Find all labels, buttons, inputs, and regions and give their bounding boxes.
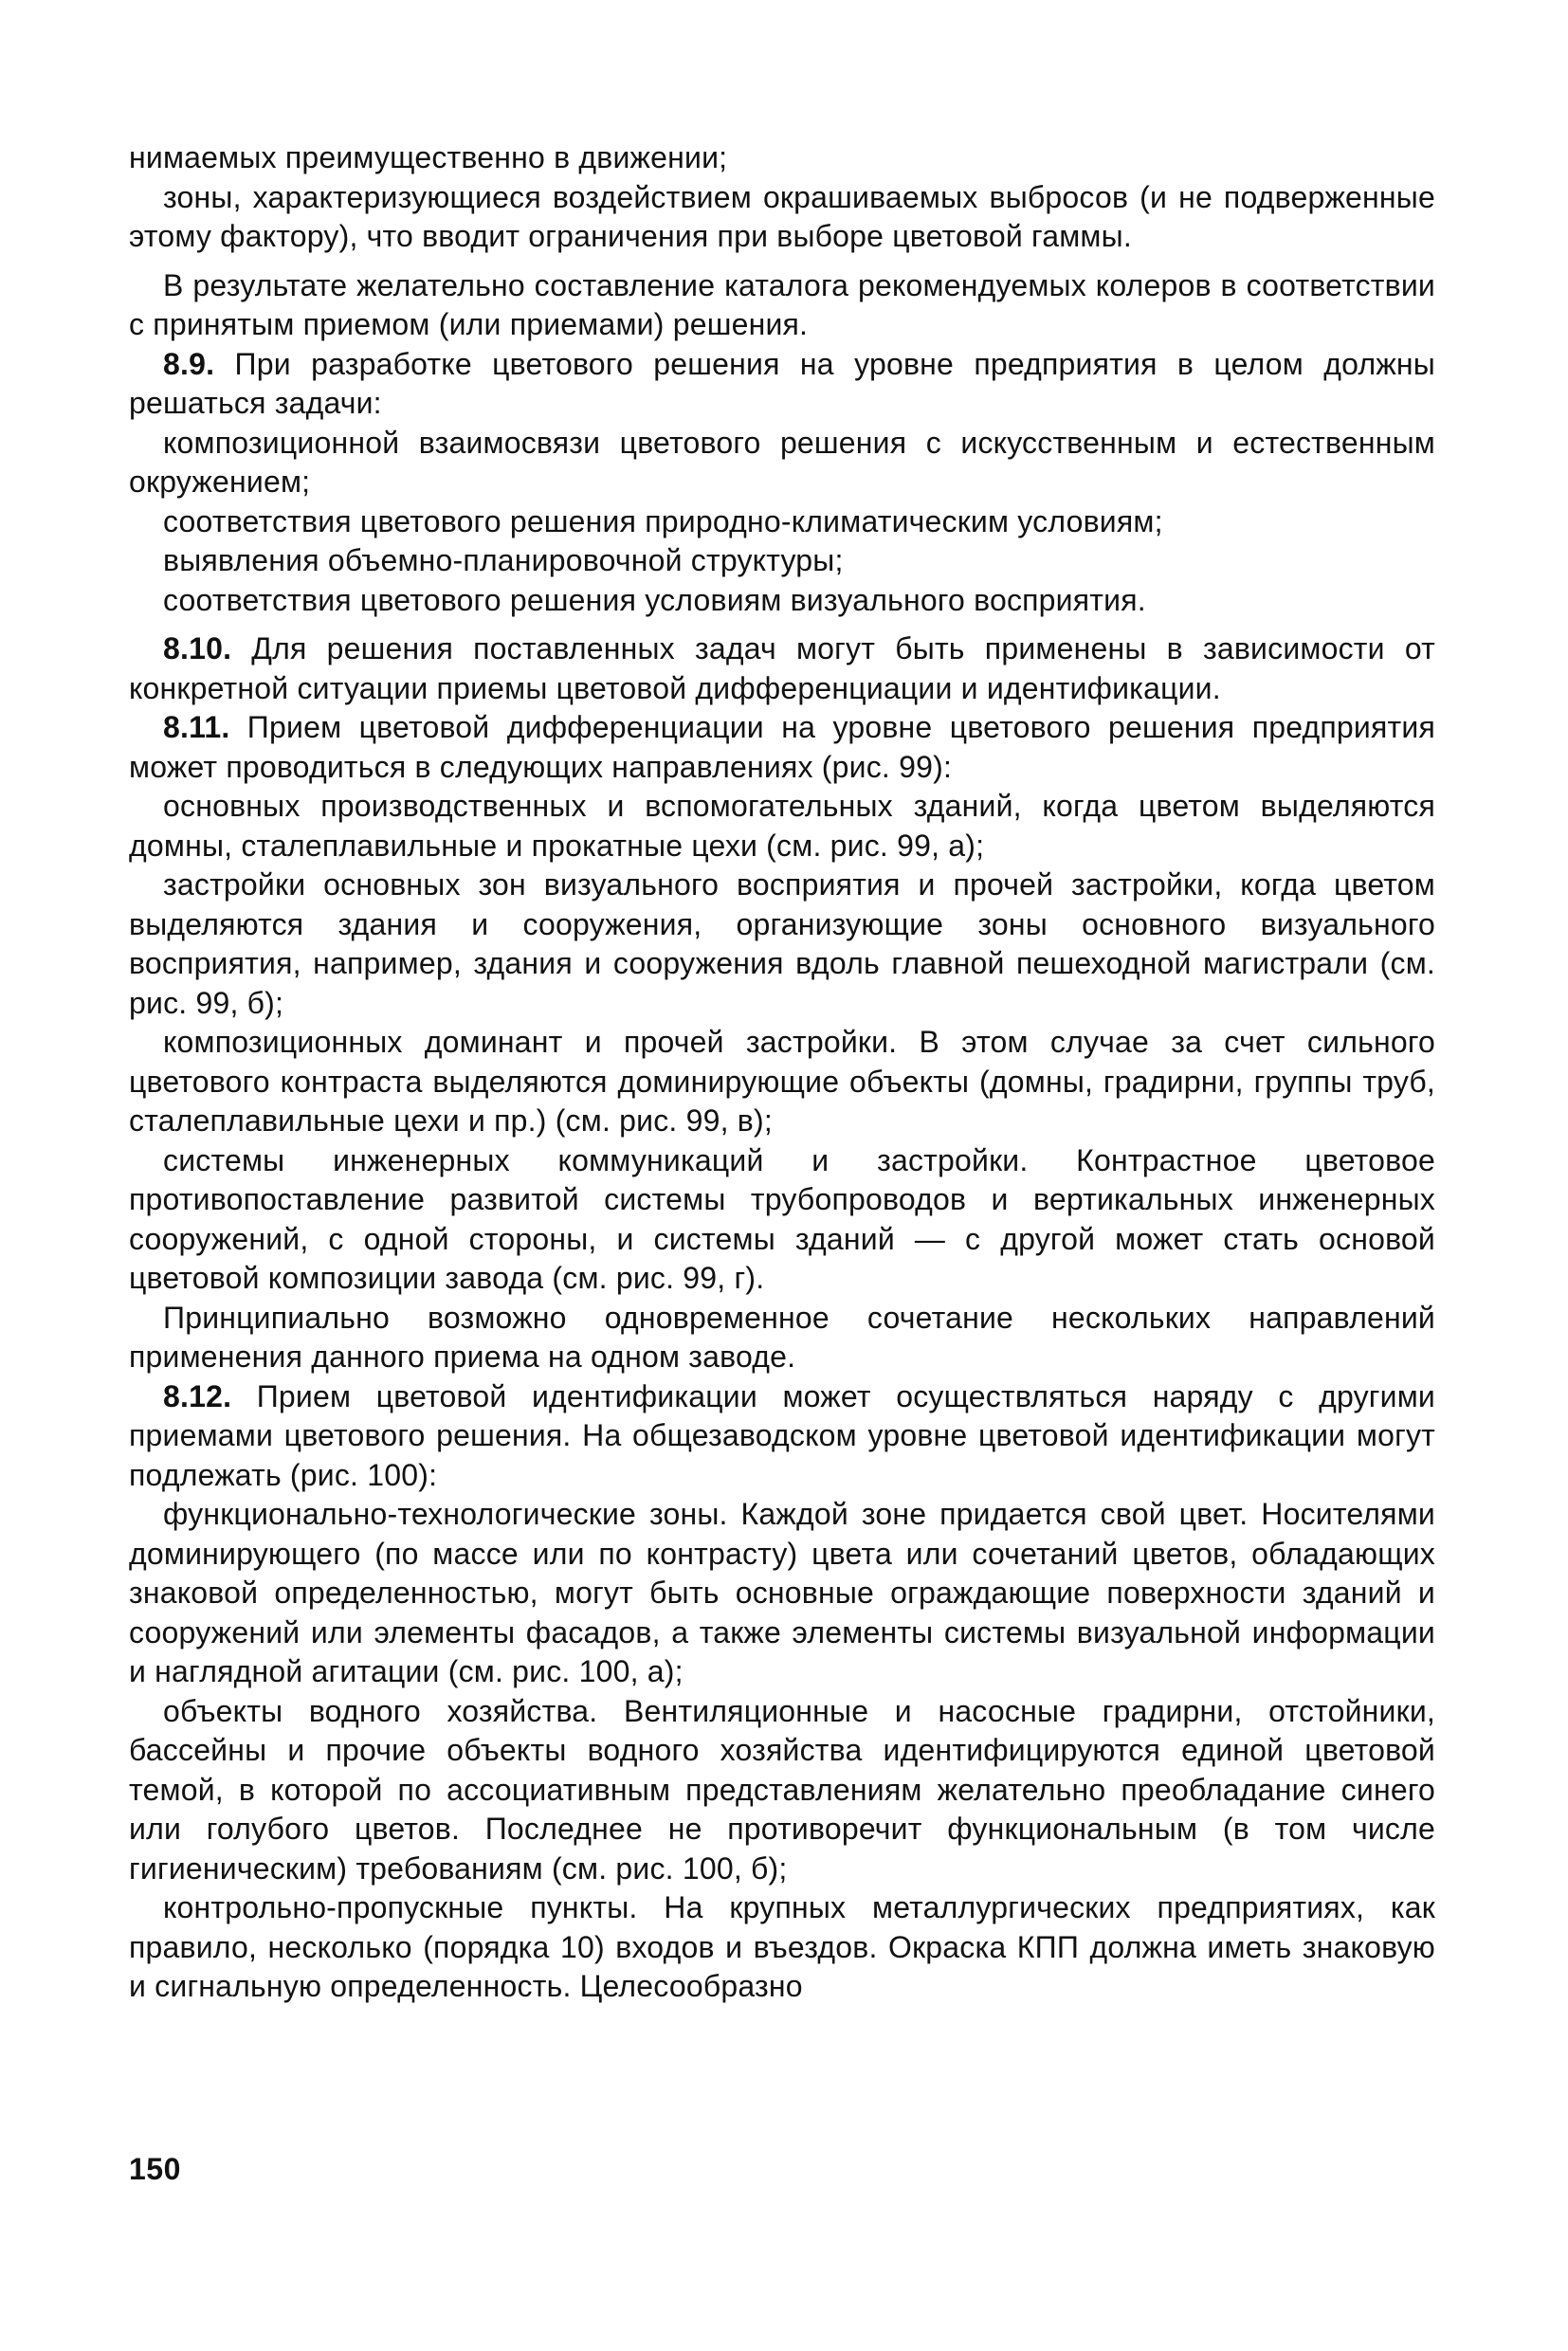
section-number: 8.10. bbox=[163, 631, 232, 665]
paragraph: объекты водного хозяйства. Вентиляционные и насосные градирни, отстойники, бассейны и прочие объекты водного хозяйства идентифицируются единой цветовой темой, в которой по ассоциативным представлениям желательно преобладание синего или голубого цветов. Последнее не противоречит функциональным (в том числе гигиеническим) требованиям (см. рис. 100, б); bbox=[129, 1693, 1435, 1886]
section-paragraph bbox=[129, 708, 1435, 787]
paragraph: контрольно-пропускные пункты. На крупных металлургических предприятиях, как правило, несколько (порядка 10) входов и въездов. Окраска КПП должна иметь знаковую и сигнальную определенность. Целесообразно bbox=[129, 1890, 1435, 2003]
paragraph-text: Для решения поставленных задач могут быть применены в зависимости от конкретной ситуации приемы цветовой дифференциации и идентификации. bbox=[129, 631, 1435, 705]
paragraph: нимаемых преимущественно в движении; bbox=[129, 140, 728, 174]
paragraph: функционально-технологические зоны. Каждой зоне придается свой цвет. Носителями доминирующего (по массе или по контрасту) цвета или сочетаний цветов, обладающих знаковой определенностью, могут быть основные ограждающие поверхности зданий и сооружений или элементы фасадов, а также элементы системы визуальной информации и наглядной агитации (см. рис. 100, а); bbox=[129, 1497, 1435, 1688]
section-number: 8.9. bbox=[163, 346, 215, 381]
page-body bbox=[129, 138, 1435, 2007]
section-paragraph bbox=[129, 629, 1435, 708]
paragraph: композиционной взаимосвязи цветового решения с искусственным и естественным окружением; bbox=[129, 425, 1435, 499]
paragraph: В результате желательно составление каталога рекомендуемых колеров в соответствии с принятым приемом (или приемами) решения. bbox=[129, 267, 1435, 341]
paragraph: системы инженерных коммуникаций и застройки. Контрастное цветовое противопоставление развитой системы трубопроводов и вертикальных инженерных сооружений, с одной стороны, и системы зданий — с другой может стать основой цветовой композиции завода (см. рис. 99, г). bbox=[129, 1142, 1435, 1295]
page-number: 150 bbox=[129, 2152, 181, 2186]
paragraph: выявления объемно-планировочной структуры; bbox=[163, 543, 844, 577]
paragraph: зоны, характеризующиеся воздействием окрашиваемых выбросов (и не подверженные этому фактору), что вводит ограничения при выборе цветовой гаммы. bbox=[129, 179, 1435, 253]
paragraph: соответствия цветового решения природно-климатическим условиям; bbox=[163, 503, 1163, 538]
section-paragraph bbox=[129, 345, 1435, 424]
section-paragraph bbox=[129, 1377, 1435, 1496]
paragraph: основных производственных и вспомогательных зданий, когда цветом выделяются домны, сталеплавильные и прокатные цехи (см. рис. 99, а); bbox=[129, 789, 1435, 863]
section-number: 8.11. bbox=[163, 710, 230, 744]
paragraph: соответствия цветового решения условиям визуального восприятия. bbox=[163, 582, 1146, 617]
paragraph: Принципиально возможно одновременное сочетание нескольких направлений применения данного приема на одном заводе. bbox=[129, 1300, 1435, 1374]
paragraph-text: Прием цветовой дифференциации на уровне цветового решения предприятия может проводиться в следующих направлениях (рис. 99): bbox=[129, 710, 1435, 784]
paragraph: композиционных доминант и прочей застройки. В этом случае за счет сильного цветового контраста выделяются доминирующие объекты (домны, градирни, группы труб, сталеплавильные цехи и пр.) (см. рис. 99, в); bbox=[129, 1025, 1435, 1138]
paragraph: застройки основных зон визуального восприятия и прочей застройки, когда цветом выделяются здания и сооружения, организующие зоны основного визуального восприятия, например, здания и сооружения вдоль главной пешеходной магистрали (см. рис. 99, б); bbox=[129, 867, 1435, 1020]
paragraph-text: Прием цветовой идентификации может осуществляться наряду с другими приемами цветового решения. На общезаводском уровне цветовой идентификации могут подлежать (рис. 100): bbox=[129, 1378, 1436, 1492]
paragraph-text: При разработке цветового решения на уровне предприятия в целом должны решаться задачи: bbox=[129, 346, 1435, 420]
section-number: 8.12. bbox=[163, 1378, 232, 1413]
